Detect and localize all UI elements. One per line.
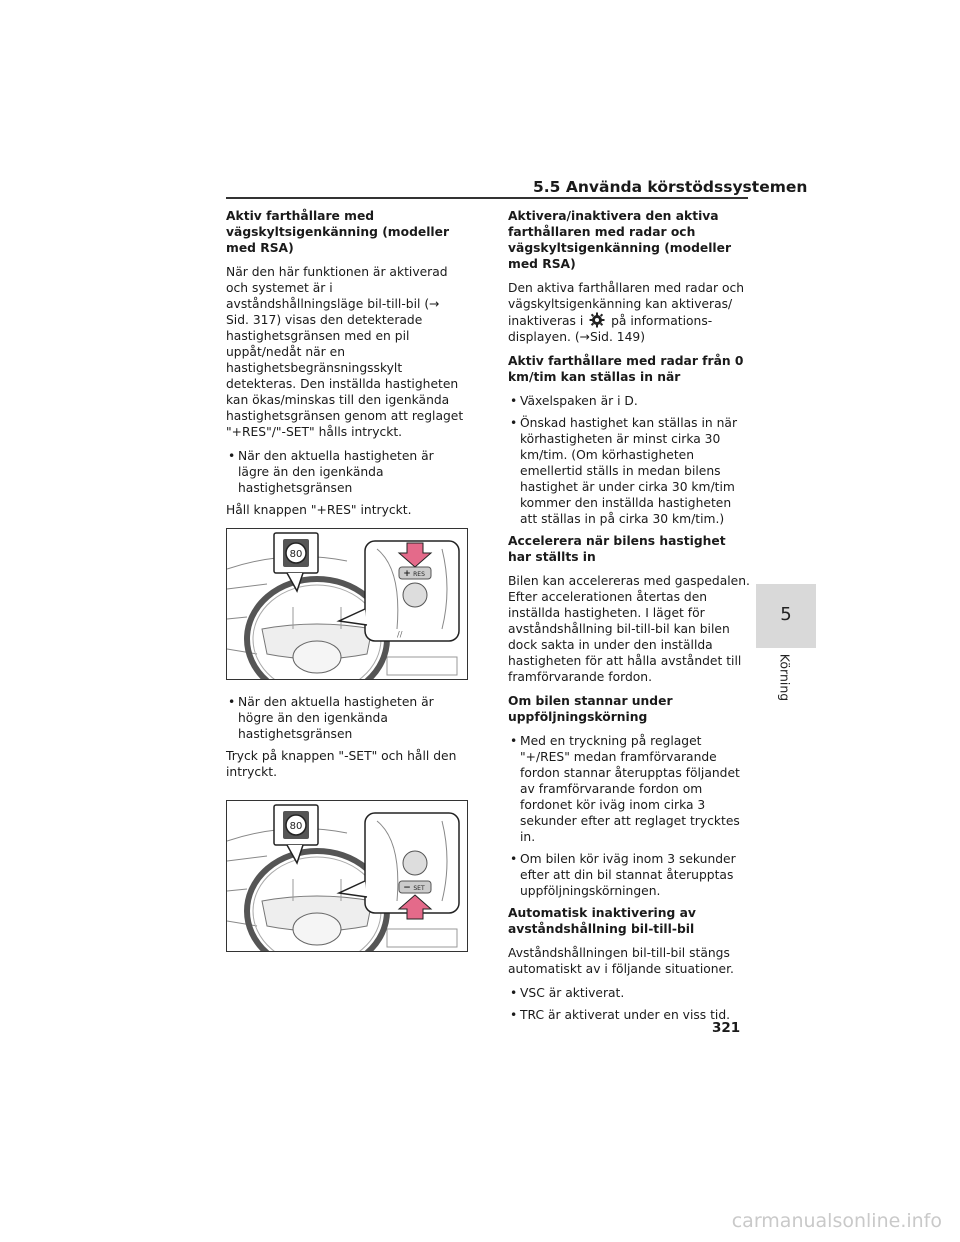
- left-bullet-1: • När den aktuella hastigheten är lägre än den igenkända hastighetsgränsen: [226, 448, 466, 496]
- left-heading: Aktiv farthållare med vägskyltsigenkänning (modeller med RSA): [226, 209, 450, 255]
- figure-set-button: [226, 800, 468, 952]
- section-title: 5.5 Använda körstödssystemen: [533, 178, 808, 196]
- right-paragraph-3: Avståndshållningen bil-till-bil stängs automatiskt av i följande situationer.: [508, 946, 734, 976]
- left-bullets-1: [226, 448, 466, 496]
- svg-text://: //: [397, 630, 403, 639]
- chapter-tab: [756, 584, 816, 648]
- fig2-button-label: SET: [413, 885, 425, 892]
- right-bullet: • Växelspaken är i D.: [508, 393, 752, 409]
- steering-wheel-illustration: [227, 529, 467, 679]
- left-paragraph-3: Tryck på knappen "-SET" och håll den intryckt.: [226, 749, 457, 779]
- right-bullet: • VSC är aktiverat.: [508, 985, 752, 1001]
- left-bullets-2: [226, 694, 466, 742]
- watermark: carmanualsonline.info: [731, 1210, 942, 1232]
- right-heading-3: Accelerera när bilens hastighet har ställts in: [508, 534, 726, 564]
- left-column: [226, 208, 466, 966]
- settings-gear-icon: [589, 312, 605, 328]
- right-heading-2: Aktiv farthållare med radar från 0 km/tim kan ställas in när: [508, 354, 744, 384]
- left-paragraph-2: Håll knappen "+RES" intryckt.: [226, 503, 412, 517]
- right-paragraph-1b: på informations- displayen. (→Sid. 149): [508, 314, 713, 344]
- right-heading-1: Aktivera/inaktivera den aktiva farthållaren med radar och vägskyltsigenkänning (modeller med RSA): [508, 209, 732, 271]
- right-bullet: • Med en tryckning på reglaget "+/RES" medan framförvarande fordon stannar återupptas följandet av framförvarande fordon om fordonet kör iväg inom cirka 3 sekunder efter att reglaget trycktes in.: [508, 733, 752, 845]
- left-paragraph-1: När den här funktionen är aktiverad och systemet är i avståndshållningsläge bil-till-bil (→ Sid. 317) visas den detekterade hastighetsgränsen med en pil uppåt/nedåt när en hastighetsbegränsningsskylt detekteras. Den inställda hastigheten kan ökas/minskas till den igenkända hastighetsgränsen genom att reglaget "+RES"/"-SET" hålls intryckt.: [226, 265, 464, 439]
- right-bullets-3: [508, 985, 752, 1023]
- fig2-button-sign: −: [403, 883, 411, 893]
- right-column: [508, 208, 752, 1029]
- figure-res-button: [226, 528, 468, 680]
- right-bullets-2: [508, 733, 752, 899]
- left-bullet-2: • När den aktuella hastigheten är högre än den igenkända hastighetsgränsen: [226, 694, 466, 742]
- fig1-button-sign: +: [403, 569, 411, 579]
- right-bullet: • Om bilen kör iväg inom 3 sekunder efter att din bil stannat återupptas uppföljningskörningen.: [508, 851, 752, 899]
- fig1-button-label: RES: [413, 571, 425, 578]
- fig2-speed-sign-value: 80: [289, 821, 303, 832]
- page-number: 321: [712, 1020, 741, 1036]
- header-rule: [226, 197, 748, 199]
- right-heading-5: Automatisk inaktivering av avståndshållning bil-till-bil: [508, 906, 696, 936]
- chapter-label-wrap: [775, 650, 795, 706]
- chapter-label: Körning: [777, 653, 793, 702]
- right-heading-4: Om bilen stannar under uppföljningskörning: [508, 694, 673, 724]
- right-paragraph-2: Bilen kan accelereras med gaspedalen. Efter accelerationen återtas den inställda hastigheten. I läget för avståndshållning bil-till-bil kan bilen dock sakta in under den inställda hastigheten för att hålla avståndet till framförvarande fordon.: [508, 574, 750, 684]
- fig1-speed-sign-value: 80: [289, 549, 303, 560]
- right-bullet: • TRC är aktiverat under en viss tid.: [508, 1007, 752, 1023]
- right-bullets-1: [508, 393, 752, 527]
- right-bullet: • Önskad hastighet kan ställas in när körhastigheten är minst cirka 30 km/tim. (Om körhastigheten emellertid ställs in medan bilens hastighet är under cirka 30 km/tim kommer den inställda hastigheten att ställas in på cirka 30 km/tim.): [508, 415, 752, 527]
- right-paragraph-1: [508, 280, 752, 345]
- right-paragraph-1a: Den aktiva farthållaren med radar och vägskyltsigenkänning kan aktiveras/ inaktiveras i: [508, 281, 745, 328]
- chapter-number: 5: [780, 604, 792, 625]
- steering-wheel-illustration: [227, 801, 467, 951]
